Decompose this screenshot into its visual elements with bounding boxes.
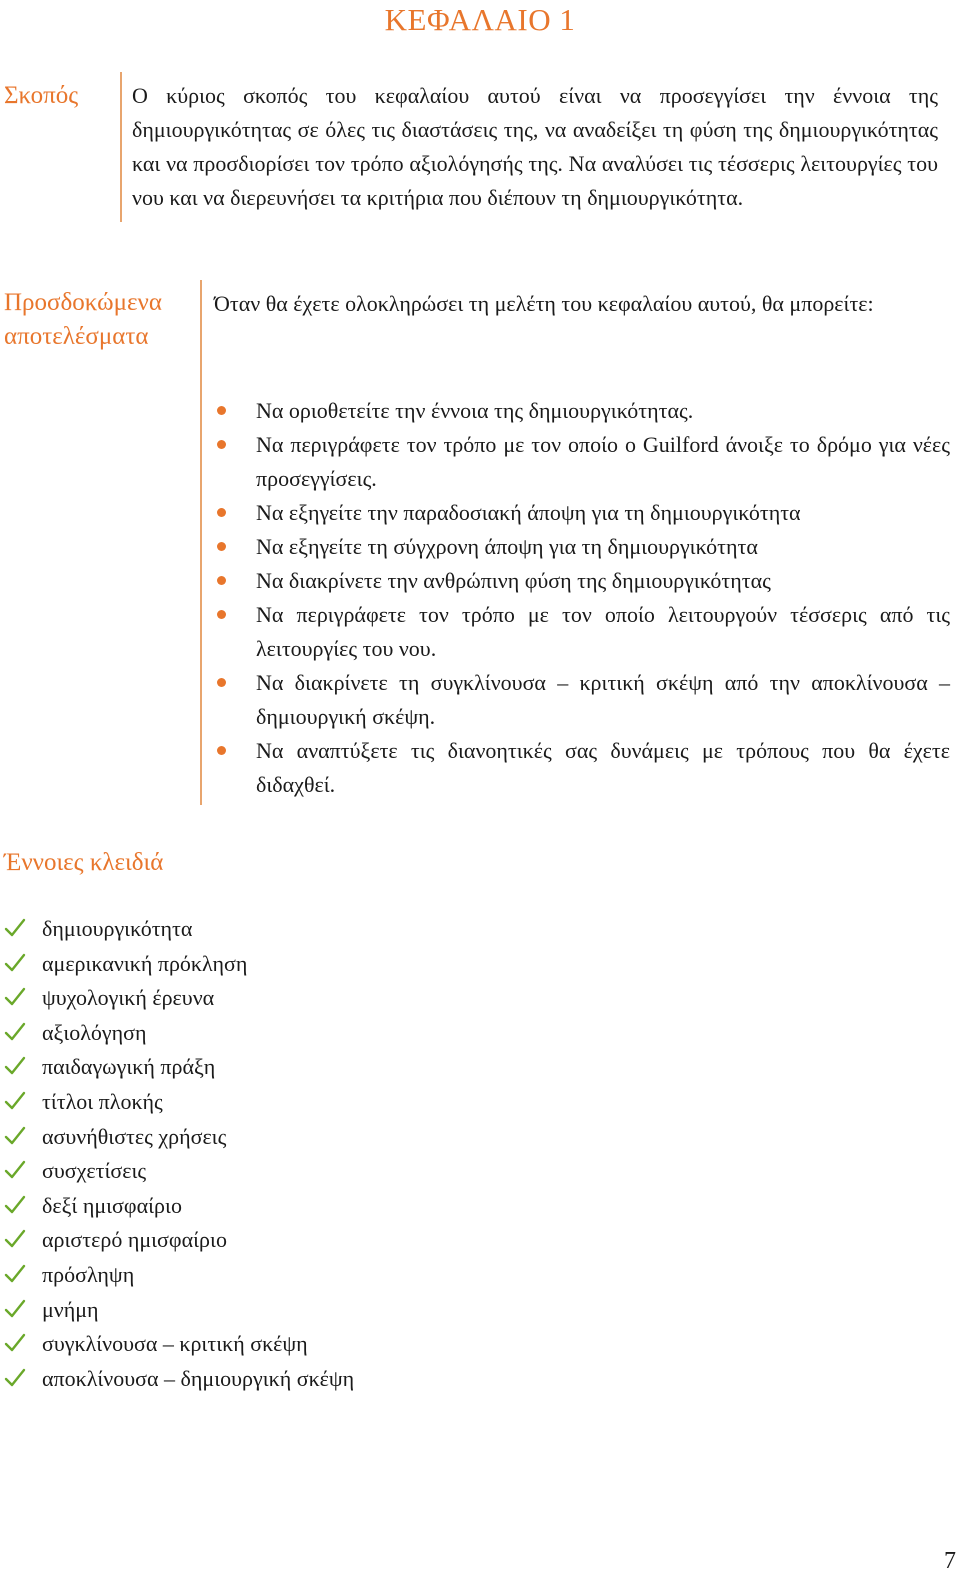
list-item-text: δεξί ημισφαίριο <box>42 1192 182 1218</box>
list-item <box>214 496 950 530</box>
outcomes-list <box>214 394 950 802</box>
list-item <box>214 666 950 734</box>
list-item <box>4 1223 354 1258</box>
check-icon <box>4 953 26 973</box>
list-item <box>4 1327 354 1362</box>
list-item <box>214 428 950 496</box>
list-item-text: αμερικανική πρόκληση <box>42 950 248 976</box>
list-item-text: Να περιγράφετε τον τρόπο με τον οποίο λειτουργούν τέσσερις από τις λειτουργίες του νου. <box>256 602 950 661</box>
list-item-text: ασυνήθιστες χρήσεις <box>42 1123 227 1149</box>
purpose-label: Σκοπός <box>4 82 79 109</box>
check-icon <box>4 1091 26 1111</box>
list-item-text: συσχετίσεις <box>42 1158 147 1184</box>
list-item-text: πρόσληψη <box>42 1261 135 1287</box>
outcomes-label-line1: Προσδοκώμενα <box>4 289 162 316</box>
list-item <box>4 1189 354 1224</box>
purpose-text: Ο κύριος σκοπός του κεφαλαίου αυτού είναι να προσεγγίσει την έννοια της δημιουργικότητας σε όλες τις διαστάσεις της, να αναδείξει τη φύση της δημιουργικότητας και να προσδιορίσει τον τρόπο αξιολόγησής της. Να αναλύσει τις τέσσερις λειτουργίες του νου και να διερευνήσει τα κριτήρια που διέπουν τη δημιουργικότητα. <box>132 83 938 210</box>
check-icon <box>4 1368 26 1388</box>
list-item-text: ψυχολογική έρευνα <box>42 985 215 1011</box>
list-item-text: αριστερό ημισφαίριο <box>42 1227 227 1253</box>
outcomes-intro: Όταν θα έχετε ολοκληρώσει τη μελέτη του κεφαλαίου αυτού, θα μπορείτε: <box>214 291 874 316</box>
list-item <box>4 1362 354 1397</box>
list-item <box>214 394 950 428</box>
list-item-text: μνήμη <box>42 1296 99 1322</box>
bullet-icon <box>217 576 226 585</box>
outcomes-label <box>4 286 162 354</box>
list-item-text: συγκλίνουσα – κριτική σκέψη <box>42 1331 308 1357</box>
check-icon <box>4 1056 26 1076</box>
list-item-text: Να εξηγείτε τη σύγχρονη άποψη για τη δημιουργικότητα <box>256 534 758 559</box>
list-item <box>214 564 950 598</box>
check-icon <box>4 1264 26 1284</box>
list-item-text: αξιολόγηση <box>42 1019 147 1045</box>
list-item-text: Να αναπτύξετε τις διανοητικές σας δυνάμεις με τρόπους που θα έχετε διδαχθεί. <box>256 738 950 797</box>
list-item-text: παιδαγωγική πράξη <box>42 1054 216 1080</box>
list-item-text: Να οριοθετείτε την έννοια της δημιουργικότητας. <box>256 398 694 423</box>
check-icon <box>4 1160 26 1180</box>
outcomes-label-line2: αποτελέσματα <box>4 323 149 350</box>
list-item-text: Να περιγράφετε τον τρόπο με τον οποίο ο Guilford άνοιξε το δρόμο για νέες προσεγγίσεις. <box>256 432 950 491</box>
check-icon <box>4 1229 26 1249</box>
chapter-title: ΚΕΦΑΛΑΙΟ 1 <box>384 2 576 37</box>
check-icon <box>4 1195 26 1215</box>
list-item-text: δημιουργικότητα <box>42 916 193 941</box>
check-icon <box>4 918 26 938</box>
bullet-icon <box>217 746 226 755</box>
list-item <box>4 981 354 1016</box>
list-item <box>4 1258 354 1293</box>
list-item <box>4 1154 354 1189</box>
list-item-text: Να διακρίνετε την ανθρώπινη φύση της δημιουργικότητας <box>256 568 771 593</box>
list-item <box>214 734 950 802</box>
outcomes-divider <box>200 280 202 805</box>
list-item-text: Να διακρίνετε τη συγκλίνουσα – κριτική σκέψη από την αποκλίνουσα – δημιουργική σκέψη. <box>256 670 950 729</box>
key-concepts-list <box>4 912 354 1396</box>
check-icon <box>4 1126 26 1146</box>
bullet-icon <box>217 406 226 415</box>
list-item <box>4 912 354 947</box>
list-item-text: αποκλίνουσα – δημιουργική σκέψη <box>42 1365 355 1391</box>
bullet-icon <box>217 440 226 449</box>
bullet-icon <box>217 678 226 687</box>
key-concepts-label: Έννοιες κλειδιά <box>4 849 164 876</box>
check-icon <box>4 1333 26 1353</box>
list-item-text: τίτλοι πλοκής <box>42 1088 163 1114</box>
check-icon <box>4 1299 26 1319</box>
check-icon <box>4 987 26 1007</box>
list-item <box>214 598 950 666</box>
list-item <box>4 1120 354 1155</box>
check-icon <box>4 1022 26 1042</box>
list-item-text: Να εξηγείτε την παραδοσιακή άποψη για τη δημιουργικότητα <box>256 500 801 525</box>
page-number: 7 <box>944 1548 956 1574</box>
list-item <box>214 530 950 564</box>
bullet-icon <box>217 610 226 619</box>
purpose-divider <box>120 72 122 222</box>
list-item <box>4 1050 354 1085</box>
list-item <box>4 1016 354 1051</box>
list-item <box>4 1293 354 1328</box>
bullet-icon <box>217 508 226 517</box>
list-item <box>4 947 354 982</box>
bullet-icon <box>217 542 226 551</box>
list-item <box>4 1085 354 1120</box>
